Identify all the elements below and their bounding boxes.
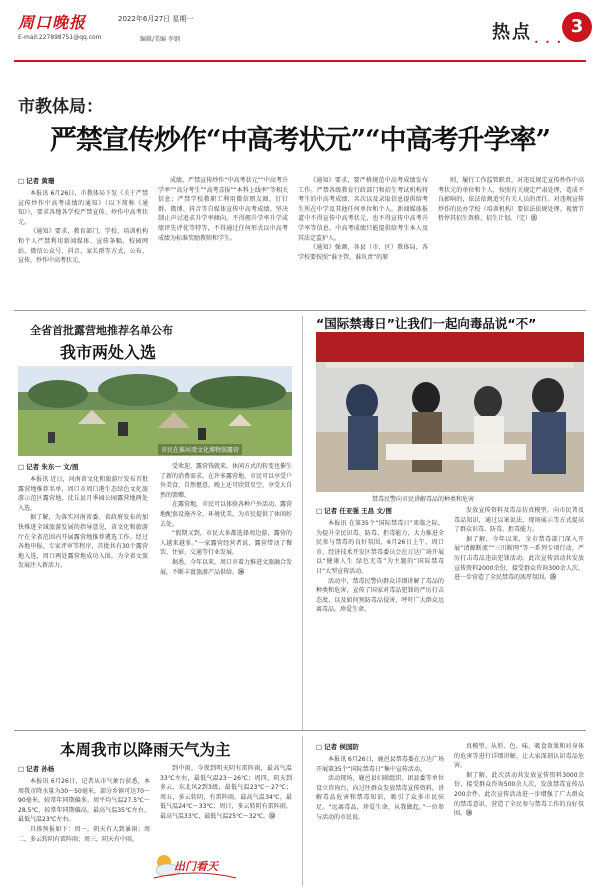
lead-column-2 [158, 176, 288, 306]
paragraph: 受欢迎，露营钱就来，休闲方式的转变也催生了新的消费需求。在许多露营地，市民可以享受户外美食、自然惬意，晚上还可欣赏星空，享受大自然的馈赠。 [160, 463, 292, 499]
issue-date: 2022年6月27日 星期一 [118, 15, 194, 23]
column-divider [302, 316, 303, 730]
outing-weather-label: 出门看天 [174, 860, 218, 873]
paragraph: 发放宣传资料及毒品仿真模型，向市民普及毒品知识，通过以案说法、现场展示等方式提高了群众识毒、防毒、拒毒能力。 [454, 507, 584, 534]
drug-headline: “国际禁毒日”让我们一起向毒品说“不” [316, 316, 537, 331]
paragraph: 据了解，为落实河南省委、省政府发布的加快推进全域旅游发展的指导意见，省文化和旅游厅在全省范围内开展露营地推荐遴选工作。经过各地申报、专家评审等程序，首批共有30个露营地入选，周口两处露营地成功入围，为全省文旅发展注入新活力。 [18, 514, 148, 570]
paragraph: 据了解，此次活动共发放宣传资料3000余份，接受群众咨询500余人次，发放禁毒宣传品200余件。此次宣传活动进一步增强了广大群众的禁毒意识，营造了全民参与禁毒工作的良好氛围。⑱ [454, 771, 584, 818]
masthead [14, 8, 586, 62]
camp-byline: □ 记者 朱东一 文/图 [18, 462, 148, 471]
luyi-column-2 [454, 742, 584, 886]
paragraph: 具体预报如下：周一，阴天有大到暴雨；周二，多云转阴有雷阵雨；周三，阴天有中雨。 [18, 825, 150, 843]
paragraph: 本报讯 6月26日，市教体局下发《关于严禁宣传炒作中高考成绩的通知》（以下简称《通知》），要求各地各学校严禁宣传、炒作中高考状元。 [18, 190, 148, 226]
paragraph: 《通知》要求，教育部门、学校、培训机构和个人严禁利用新闻媒体、宣传条幅、校园网站、微信公众号、抖音、家长群等方式，公布、宣传、炒作中高考状元、 [18, 228, 148, 265]
lead-headline: 严禁宣传炒作“中高考状元”“中高考升学率” [49, 125, 551, 156]
paragraph: 《通知》要求，要严格规范中高考成绩发布工作。严禁各级教育行政部门和招生考试机构将考生的中高考成绩、名次以及录取信息提供给考生所在中学及其他任何单位和个人。新闻媒体报道中不得宣传中高考状元，也不得宣传中高考升学率等信息。中高考成绩只能提供给考生本人及其法定监护人。 [298, 177, 428, 242]
decorative-dots: • • • [534, 38, 564, 47]
paragraph: 在露营地，市民可以体验各种户外活动。露营地配套设施齐全，环境优美，为市民提供了休闲好去处。 [160, 501, 292, 528]
editor-credit: 编辑/美编 李钢 [140, 36, 180, 43]
section-divider [14, 730, 586, 731]
camp-headline: 我市两处入选 [60, 343, 157, 362]
section-divider [14, 310, 586, 311]
lead-column-1 [18, 176, 148, 306]
end-mark: ⑪ [531, 215, 538, 223]
luyi-column-1 [316, 742, 444, 886]
end-mark: ⑯ [238, 568, 245, 576]
lead-body-1 [18, 189, 148, 266]
contact-email: E-mail:227898751@qq.com [18, 34, 102, 41]
drug-column-2 [454, 506, 584, 732]
weather-byline: □ 记者 孙杨 [18, 764, 150, 773]
outing-weather-logo [150, 848, 240, 882]
page-number-badge: 3 [562, 12, 592, 42]
luyi-byline: □ 记者 侯国防 [316, 742, 444, 751]
paragraph: 到中雨，今夜到明天阴有雷阵雨，最高气温33℃左右，最低气温23～26℃；周四，阴天到多云，东北风2到3级，最低气温23℃～27℃；周五，多云转阴，有雷阵雨，最高气温34℃，最低气温24℃～33℃；周日，多云转阴有雷阵雨，最高气温33℃，最低气温25℃～32℃。⑫ [160, 765, 292, 820]
weather-column-2 [160, 764, 292, 846]
camping-photo [18, 366, 292, 456]
drug-column-1 [316, 506, 444, 732]
drug-byline: □ 记者 任亚强 王昌 文/图 [316, 506, 444, 515]
camp-column-2 [160, 462, 292, 724]
drug-event-photo [316, 332, 584, 492]
paragraph: 据悉，今年以来，周口市着力推进文旅融合发展，不断丰富旅游产品供给。⑯ [160, 558, 292, 576]
lead-byline: □ 记者 黄珊 [18, 176, 148, 185]
lead-column-3 [298, 176, 428, 306]
section-name: 热点 [492, 22, 532, 43]
paragraph: 成绩，严禁宣传炒作“中高考状元”“中高考升学率”“高分考生”“高考喜报”“本科上线率”等相关信息；严禁学校教职工利用微信朋友圈、钉钉群、微博、抖音等自媒体宣传中高考成绩。坚决制止声讨追求升学率倾向。不得拥升学率升学成绩评先评优等特等，不得通过任何形式以中高考成绩为标准奖励教师和学生。 [158, 177, 288, 242]
end-mark: ⑱ [466, 810, 473, 818]
camp-photo-caption: 市民在淮河湾文化博物馆露营 [158, 444, 242, 455]
paragraph: 则，履行工作监管职责，对违反规定宣传炒作中高考状元的单位和个人，按照有关规定严肃处理，造成不良影响的，依法依规追究有关人员的责任。对违规宣传炒作的民办学校（培训机构）要依法依规处理。视情节暂停其招生资格、招生计划。（完）⑪ [438, 177, 584, 223]
paragraph: 活动现场，鹿邑县妇联组织、团县委等单位设立咨询台，向过往群众发放禁毒宣传资料，讲解毒品危害和禁毒知识，吸引了众多市民驻足。“远离毒品，珍爱生命，从我做起。”一位参与活动的市民说。 [316, 775, 444, 821]
end-mark: ⑮ [550, 574, 557, 582]
paragraph: 本报讯 在第35个“国际禁毒日”来临之际，为提升全民识毒、防毒、拒毒能力，大力推进全民参与禁毒的良好氛围，6月26日上午，周口市、经济技术开发区禁毒委员会在万达广场开展以“健康人生 绿色无毒”为主题的“国际禁毒日”大型宣传活动。 [316, 520, 444, 575]
drug-photo-caption: 禁毒民警向市民讲解毒品的种类和危害 [372, 496, 475, 503]
weather-headline: 本周我市以降雨天气为主 [60, 741, 231, 759]
column-divider [302, 736, 303, 886]
lead-kicker: 市教体局： [18, 97, 103, 117]
weather-column-1 [18, 764, 150, 888]
lead-column-4 [438, 176, 584, 306]
paragraph: 活动中，禁毒民警向群众详细讲解了毒品的种类和危害，宣传了国家对毒品犯罪的严厉打击态度，以及如何预防毒品侵害，呼吁广大群众远离毒品，珍爱生命。 [316, 577, 444, 614]
drug-event-photo-image [316, 332, 584, 492]
paragraph: 本报讯 6月26日，鹿邑县禁毒委在万达广场开展第35个“国际禁毒日”集中宣传活动。 [316, 756, 444, 773]
camp-column-1 [18, 462, 148, 724]
paragraph: 本报讯 6月26日，记者从市气象台获悉，本周我市降水量为30～50毫米，部分乡镇可达70～90毫米，较常年同期偏多。周平均气温27.5℃～28.5℃，较常年同期偏高。最高气温35℃左右，最低气温23℃左右。 [18, 778, 150, 824]
paragraph: 真模型、从形、色、味、吸食效果和对身体的危害等进行详细讲解，让大家深刻认识毒品危害。 [454, 743, 584, 770]
newspaper-logo: 周口晚报 [18, 13, 87, 32]
end-mark: ⑫ [269, 812, 276, 820]
paragraph: “假期又到，市民大多都选择周边游，露营的人越来越多。”一家露营经营者说，露营带动了餐饮、住宿、交通等行业发展。 [160, 530, 292, 557]
paragraph: 本报讯 近日，河南省文化和旅游厅发布首批露营地推荐名单，周口市周口港生态绿色文化旅游示范区露营地、沈丘县月季园公园露营地两处入选。 [18, 476, 148, 512]
paragraph: 《通知》强调，各县（市、区）教体局、各学校要按照“谁主管，谁负责”的原 [298, 244, 428, 261]
camping-photo-image [18, 366, 292, 456]
camp-kicker: 全省首批露营地推荐名单公布 [30, 324, 173, 337]
paragraph: 据了解，今年以来，全市禁毒部门深入开展“清源断流”“三川断网”等一系列专项行动，严厉打击毒品违法犯罪活动。此次宣传活动共发放宣传资料2000余份，接受群众咨询300余人次，进一步营造了全民禁毒的浓厚氛围。⑮ [454, 535, 584, 582]
